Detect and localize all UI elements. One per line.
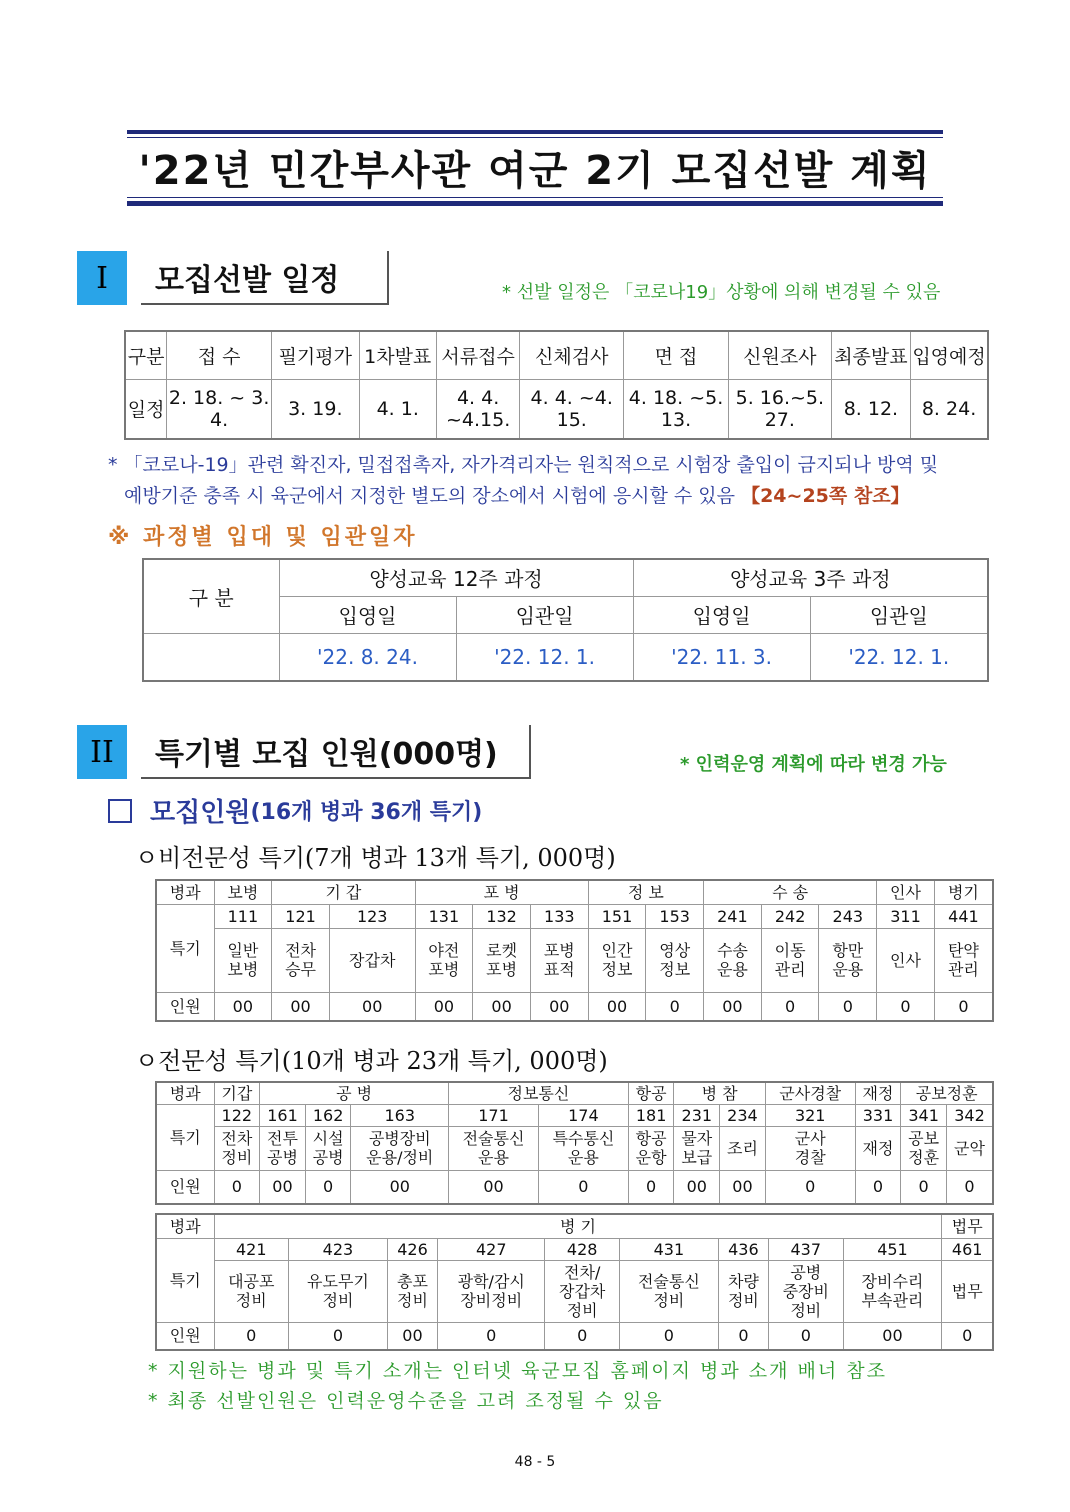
expert-table-2 xyxy=(155,1213,994,1351)
specialty-name: 전차 정비 xyxy=(214,1126,260,1170)
section-2-note: * 인력운영 계획에 따라 변경 가능 xyxy=(680,754,947,775)
specialty-code: 161 xyxy=(260,1104,306,1126)
specialty-name: 항공 운항 xyxy=(628,1126,674,1170)
course-label-gubun: 구 분 xyxy=(143,559,279,633)
headcount-value: 00 xyxy=(674,1170,720,1204)
specialty-code: 163 xyxy=(351,1104,449,1126)
specialty-code: 111 xyxy=(214,904,272,928)
specialty-name: 법무 xyxy=(942,1260,993,1322)
specialty-name: 인사 xyxy=(877,928,935,992)
specialty-code: 162 xyxy=(305,1104,351,1126)
course-3-week: 양성교육 3주 과정 xyxy=(633,559,988,596)
headcount-value: 0 xyxy=(934,992,993,1021)
specialty-name: 장갑차 xyxy=(329,928,415,992)
specialty-name: 전술통신 운용 xyxy=(449,1126,539,1170)
specialty-code: 441 xyxy=(934,904,993,928)
specialty-name: 전차 승무 xyxy=(272,928,330,992)
specialty-code: 121 xyxy=(272,904,330,928)
headcount-value: 0 xyxy=(438,1322,545,1350)
headcount-label: 인원 xyxy=(156,992,214,1021)
headcount-value: 0 xyxy=(619,1322,718,1350)
headcount-value: 00 xyxy=(720,1170,766,1204)
specialty-name: 군악 xyxy=(946,1126,993,1170)
schedule-date: 4. 1. xyxy=(359,379,436,439)
course-date: '22. 12. 1. xyxy=(456,633,633,681)
headcount-value: 0 xyxy=(761,992,819,1021)
headcount-value: 0 xyxy=(545,1322,620,1350)
headcount-value: 0 xyxy=(628,1170,674,1204)
schedule-header: 접 수 xyxy=(167,331,272,379)
headcount-value: 00 xyxy=(260,1170,306,1204)
branch-name: 보병 xyxy=(214,880,272,904)
specialty-name: 유도무기 정비 xyxy=(289,1260,388,1322)
specialty-code: 133 xyxy=(530,904,588,928)
course-heading: ※ 과정별 입대 및 임관일자 xyxy=(108,525,418,550)
headcount-value: 00 xyxy=(415,992,473,1021)
specialty-name: 시설 공병 xyxy=(305,1126,351,1170)
expert-table-1 xyxy=(155,1081,994,1205)
specialty-label: 특기 xyxy=(156,1104,214,1170)
specialty-name: 영상 정보 xyxy=(646,928,704,992)
specialty-name: 공병 중장비 정비 xyxy=(769,1260,844,1322)
specialty-name: 장비수리 부속관리 xyxy=(843,1260,942,1322)
footnote-2: * 최종 선발인원은 인력운영수준을 고려 조정될 수 있음 xyxy=(148,1390,664,1412)
specialty-name: 전술통신 정비 xyxy=(619,1260,718,1322)
specialty-code: 132 xyxy=(473,904,531,928)
specialty-code: 342 xyxy=(946,1104,993,1126)
specialty-name: 항만 운용 xyxy=(819,928,877,992)
page-number: 48 - 5 xyxy=(514,1454,556,1470)
headcount-value: 0 xyxy=(942,1322,993,1350)
document-title: '22년 민간부사관 여군 2기 모집선발 계획 xyxy=(138,148,932,194)
specialty-name: 이동 관리 xyxy=(761,928,819,992)
section-2-title: 특기별 모집 인원(000명) xyxy=(141,725,531,779)
branch-name: 항공 xyxy=(628,1082,674,1104)
course-3-commission-label: 임관일 xyxy=(810,596,988,633)
specialty-label: 특기 xyxy=(156,1238,214,1322)
covid-notice-line-2-wrap xyxy=(108,481,988,512)
headcount-value: 00 xyxy=(530,992,588,1021)
headcount-value: 0 xyxy=(946,1170,993,1204)
specialty-name: 전차/ 장갑차 정비 xyxy=(545,1260,620,1322)
schedule-date: 4. 18. ~5. 13. xyxy=(624,379,729,439)
branch-name: 포 병 xyxy=(415,880,588,904)
headcount-value: 00 xyxy=(214,992,272,1021)
course-3-enlist-label: 입영일 xyxy=(633,596,810,633)
schedule-header: 구분 xyxy=(125,331,167,379)
course-12-week: 양성교육 12주 과정 xyxy=(279,559,633,596)
branch-name: 병기 xyxy=(934,880,993,904)
non-expert-heading: ㅇ비전문성 특기(7개 병과 13개 특기, 000명) xyxy=(135,844,616,872)
specialty-name: 야전 포병 xyxy=(415,928,473,992)
specialty-code: 311 xyxy=(877,904,935,928)
expert-heading: ㅇ전문성 특기(10개 병과 23개 특기, 000명) xyxy=(135,1047,608,1075)
headcount-value: 00 xyxy=(704,992,762,1021)
branch-name: 공 병 xyxy=(260,1082,449,1104)
covid-notice-line-2: 예방기준 충족 시 육군에서 지정한 별도의 장소에서 시험에 응시할 수 있음 xyxy=(124,485,736,507)
specialty-name: 공병장비 운용/정비 xyxy=(351,1126,449,1170)
branch-name: 정보통신 xyxy=(449,1082,629,1104)
specialty-code: 174 xyxy=(538,1104,628,1126)
specialty-name: 광학/감시 장비정비 xyxy=(438,1260,545,1322)
branch-name: 병 기 xyxy=(214,1214,942,1238)
specialty-name: 대공포 정비 xyxy=(214,1260,289,1322)
branch-name: 법무 xyxy=(942,1214,993,1238)
branch-name: 기갑 xyxy=(214,1082,260,1104)
headcount-value: 00 xyxy=(329,992,415,1021)
specialty-code: 427 xyxy=(438,1238,545,1260)
footnote-1: * 지원하는 병과 및 특기 소개는 인터넷 육군모집 홈페이지 병과 소개 배너 참조 xyxy=(148,1360,887,1382)
specialty-name: 로켓 포병 xyxy=(473,928,531,992)
specialty-code: 321 xyxy=(765,1104,855,1126)
branch-name: 기 갑 xyxy=(272,880,415,904)
section-1-number: I xyxy=(77,251,127,305)
branch-name: 수 송 xyxy=(704,880,877,904)
specialty-name: 탄약 관리 xyxy=(934,928,993,992)
schedule-header: 1차발표 xyxy=(359,331,436,379)
branch-name: 군사경찰 xyxy=(765,1082,855,1104)
specialty-code: 421 xyxy=(214,1238,289,1260)
schedule-date: 5. 16.~5. 27. xyxy=(728,379,831,439)
course-12-commission-label: 임관일 xyxy=(456,596,633,633)
specialty-name: 물자 보급 xyxy=(674,1126,720,1170)
specialty-name: 차량 정비 xyxy=(718,1260,768,1322)
specialty-name: 수송 운용 xyxy=(704,928,762,992)
covid-notice-reference: 【24~25쪽 참조】 xyxy=(741,485,910,507)
schedule-date: 3. 19. xyxy=(272,379,360,439)
headcount-value: 00 xyxy=(588,992,646,1021)
branch-name: 재정 xyxy=(855,1082,901,1104)
headcount-value: 0 xyxy=(646,992,704,1021)
course-table xyxy=(142,558,989,682)
specialty-name: 공보 정훈 xyxy=(901,1126,947,1170)
specialty-name: 재정 xyxy=(855,1126,901,1170)
specialty-code: 231 xyxy=(674,1104,720,1126)
section-1-title: 모집선발 일정 xyxy=(141,251,389,305)
specialty-code: 431 xyxy=(619,1238,718,1260)
schedule-header: 서류접수 xyxy=(436,331,519,379)
course-date: '22. 11. 3. xyxy=(633,633,810,681)
headcount-value: 0 xyxy=(765,1170,855,1204)
headcount-value: 0 xyxy=(855,1170,901,1204)
course-date: '22. 8. 24. xyxy=(279,633,456,681)
specialty-code: 241 xyxy=(704,904,762,928)
covid-notice-line-1: * 「코로나-19」관련 확진자, 밀접접촉자, 자가격리자는 원칙적으로 시험장 출입이 금지되나 방역 및 xyxy=(108,454,939,476)
recruit-heading xyxy=(108,792,482,829)
branch-label: 병과 xyxy=(156,880,214,904)
schedule-row-label: 일정 xyxy=(125,379,167,439)
headcount-label: 인원 xyxy=(156,1170,214,1204)
specialty-code: 153 xyxy=(646,904,704,928)
schedule-date: 4. 4. ~4.15. xyxy=(436,379,519,439)
specialty-code: 437 xyxy=(769,1238,844,1260)
headcount-value: 0 xyxy=(289,1322,388,1350)
document-title-box xyxy=(127,130,943,206)
specialty-code: 426 xyxy=(387,1238,437,1260)
schedule-date: 2. 18. ~ 3. 4. xyxy=(167,379,272,439)
branch-label: 병과 xyxy=(156,1082,214,1104)
specialty-code: 122 xyxy=(214,1104,260,1126)
specialty-name: 인간 정보 xyxy=(588,928,646,992)
course-12-enlist-label: 입영일 xyxy=(279,596,456,633)
specialty-name: 조리 xyxy=(720,1126,766,1170)
section-1-note: * 선발 일정은 「코로나19」상황에 의해 변경될 수 있음 xyxy=(502,282,941,303)
course-label-ilijeong xyxy=(143,633,279,681)
schedule-header: 입영예정 xyxy=(911,331,988,379)
headcount-value: 00 xyxy=(272,992,330,1021)
specialty-name: 군사 경찰 xyxy=(765,1126,855,1170)
schedule-date: 4. 4. ~4. 15. xyxy=(520,379,624,439)
specialty-code: 123 xyxy=(329,904,415,928)
specialty-code: 131 xyxy=(415,904,473,928)
headcount-value: 0 xyxy=(718,1322,768,1350)
schedule-date: 8. 24. xyxy=(911,379,988,439)
headcount-value: 00 xyxy=(351,1170,449,1204)
headcount-value: 0 xyxy=(769,1322,844,1350)
branch-name: 인사 xyxy=(877,880,935,904)
specialty-name: 특수통신 운용 xyxy=(538,1126,628,1170)
branch-label: 병과 xyxy=(156,1214,214,1238)
headcount-value: 00 xyxy=(387,1322,437,1350)
schedule-date: 8. 12. xyxy=(831,379,910,439)
specialty-name: 전투 공병 xyxy=(260,1126,306,1170)
specialty-label: 특기 xyxy=(156,904,214,992)
specialty-code: 436 xyxy=(718,1238,768,1260)
section-2-number: II xyxy=(77,725,127,779)
non-expert-table xyxy=(155,879,994,1022)
specialty-code: 151 xyxy=(588,904,646,928)
specialty-code: 423 xyxy=(289,1238,388,1260)
headcount-label: 인원 xyxy=(156,1322,214,1350)
specialty-code: 428 xyxy=(545,1238,620,1260)
specialty-code: 331 xyxy=(855,1104,901,1126)
specialty-code: 341 xyxy=(901,1104,947,1126)
schedule-header: 필기평가 xyxy=(272,331,360,379)
specialty-code: 234 xyxy=(720,1104,766,1126)
branch-name: 정 보 xyxy=(588,880,703,904)
covid-notice xyxy=(108,450,988,512)
specialty-code: 451 xyxy=(843,1238,942,1260)
headcount-value: 00 xyxy=(843,1322,942,1350)
headcount-value: 00 xyxy=(449,1170,539,1204)
headcount-value: 0 xyxy=(538,1170,628,1204)
headcount-value: 0 xyxy=(819,992,877,1021)
specialty-name: 포병 표적 xyxy=(530,928,588,992)
recruit-heading-sub: (16개 병과 36개 특기) xyxy=(250,800,483,825)
schedule-table xyxy=(124,330,989,440)
headcount-value: 00 xyxy=(473,992,531,1021)
headcount-value: 0 xyxy=(901,1170,947,1204)
headcount-value: 0 xyxy=(877,992,935,1021)
specialty-code: 242 xyxy=(761,904,819,928)
specialty-name: 일반 보병 xyxy=(214,928,272,992)
schedule-header: 최종발표 xyxy=(831,331,910,379)
branch-name: 병 참 xyxy=(674,1082,765,1104)
headcount-value: 0 xyxy=(214,1170,260,1204)
schedule-header: 면 접 xyxy=(624,331,729,379)
specialty-name: 총포 정비 xyxy=(387,1260,437,1322)
schedule-header: 신원조사 xyxy=(728,331,831,379)
headcount-value: 0 xyxy=(214,1322,289,1350)
specialty-code: 171 xyxy=(449,1104,539,1126)
specialty-code: 243 xyxy=(819,904,877,928)
recruit-heading-main: 모집인원 xyxy=(150,798,251,828)
specialty-code: 181 xyxy=(628,1104,674,1126)
schedule-header: 신체검사 xyxy=(520,331,624,379)
branch-name: 공보정훈 xyxy=(901,1082,993,1104)
checkbox-square-icon xyxy=(108,799,132,823)
specialty-code: 461 xyxy=(942,1238,993,1260)
headcount-value: 0 xyxy=(305,1170,351,1204)
course-date: '22. 12. 1. xyxy=(810,633,988,681)
